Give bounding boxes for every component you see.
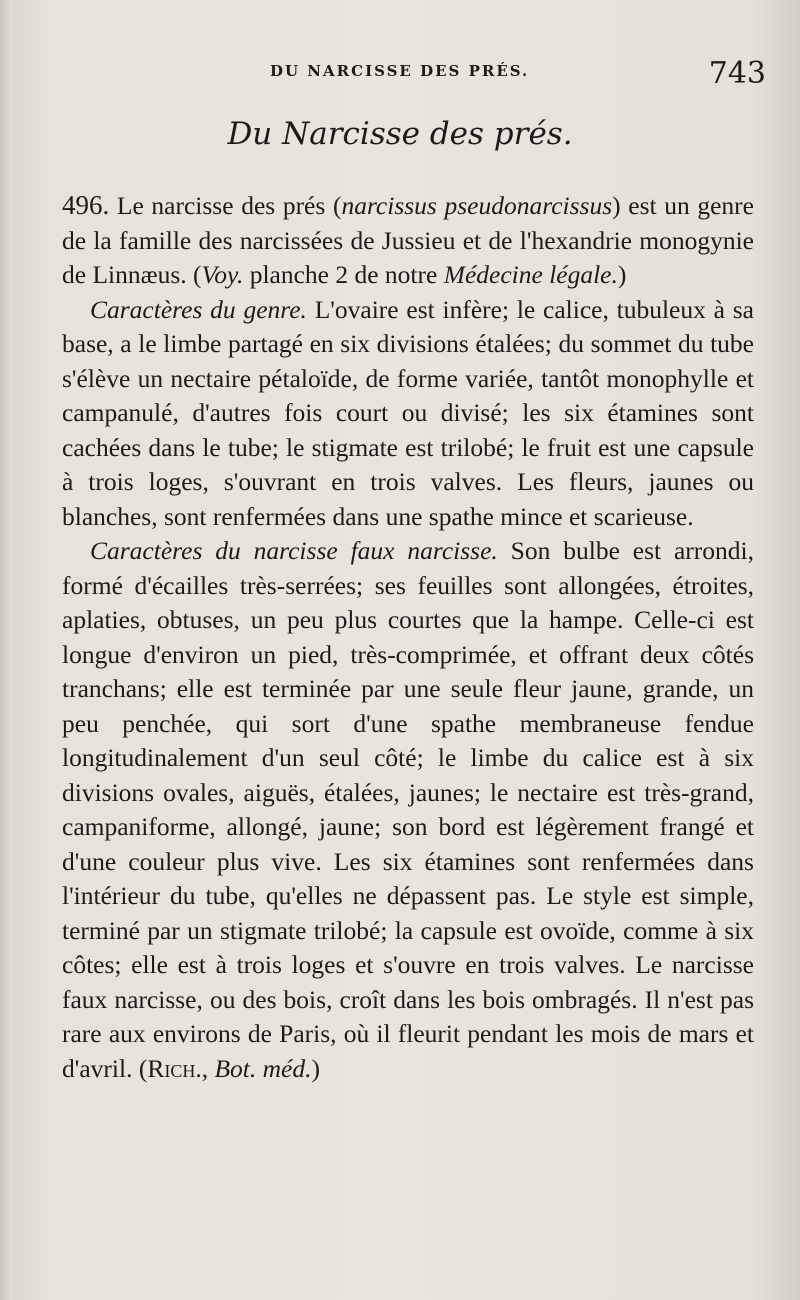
section-title: Du Narcisse des prés. xyxy=(227,116,573,152)
page-header xyxy=(60,56,770,92)
text-run: planche 2 de notre xyxy=(243,260,444,289)
paragraph-lead: Caractères du narcisse faux narcisse. xyxy=(90,536,498,565)
text-run: L'ovaire est infère; le calice, tubuleux à sa base, a le limbe partagé en six divisions étalées; du sommet du tube s'élève un nectaire pétaloïde, de forme variée, tantôt monophylle et campanulé, d'autres fois court ou divisé; les six étamines sont cachées dans le tube; le stigmate est trilobé; le fruit est une capsule à trois loges, s'ouvrant en trois valves. Les fleurs, jaunes ou blanches, sont renfermées dans une spathe mince et scarieuse. xyxy=(62,294,754,531)
author-citation: Rich. xyxy=(147,1053,202,1083)
book-reference: Médecine légale. xyxy=(443,260,618,289)
body-text xyxy=(62,188,754,1086)
page-number: 743 xyxy=(708,56,766,91)
text-run: Le narcisse des prés ( xyxy=(109,191,342,220)
text-run: ) xyxy=(617,260,627,289)
paragraph-genus-characters xyxy=(62,293,754,535)
text-run: , xyxy=(201,1053,215,1083)
paragraph-lead: Caractères du genre. xyxy=(90,294,307,324)
paragraph-species-characters xyxy=(62,534,754,1086)
page-gutter-shadow xyxy=(0,0,12,1300)
running-title: DU NARCISSE DES PRÉS. xyxy=(270,62,530,80)
source-citation: Bot. méd. xyxy=(214,1053,312,1083)
latin-name: narcissus pseudonarcissus xyxy=(341,191,613,220)
paragraph-496 xyxy=(62,188,754,293)
paragraph-number: 496. xyxy=(62,190,110,220)
text-run: ) xyxy=(311,1053,320,1083)
text-run: ) est un genre de la famille des narcissées de Jussieu et de l'hexandrie monogynie de Linnæus. ( xyxy=(62,191,754,289)
italic-run: Voy. xyxy=(201,260,244,289)
text-run: Son bulbe est arrondi, formé d'écailles très-serrées; ses feuilles sont allongées, étroites, aplaties, obtuses, un peu plus courtes que la hampe. Celle-ci est longue d'environ un pied, très-comprimée, et offrant deux côtés tranchans; elle est terminée par une seule fleur jaune, grande, un peu penchée, qui sort d'une spathe membraneuse fendue longitudinalement d'un seul côté; le limbe du calice est à six divisions ovales, aiguës, étalées, jaunes; le nectaire est très-grand, campaniforme, allongé, jaune; son bord est légèrement frangé et d'une couleur plus vive. Les six étamines sont renfermées dans l'intérieur du tube, qu'elles ne dépassent pas. Le style est simple, terminé par un stigmate trilobé; la capsule est ovoïde, comme à six côtes; elle est à trois loges et s'ouvre en trois valves. Le narcisse faux narcisse, ou des bois, croît dans les bois ombragés. Il n'est pas rare aux environs de Paris, où il fleurit pendant les mois de mars et d'avril. ( xyxy=(62,536,754,1083)
